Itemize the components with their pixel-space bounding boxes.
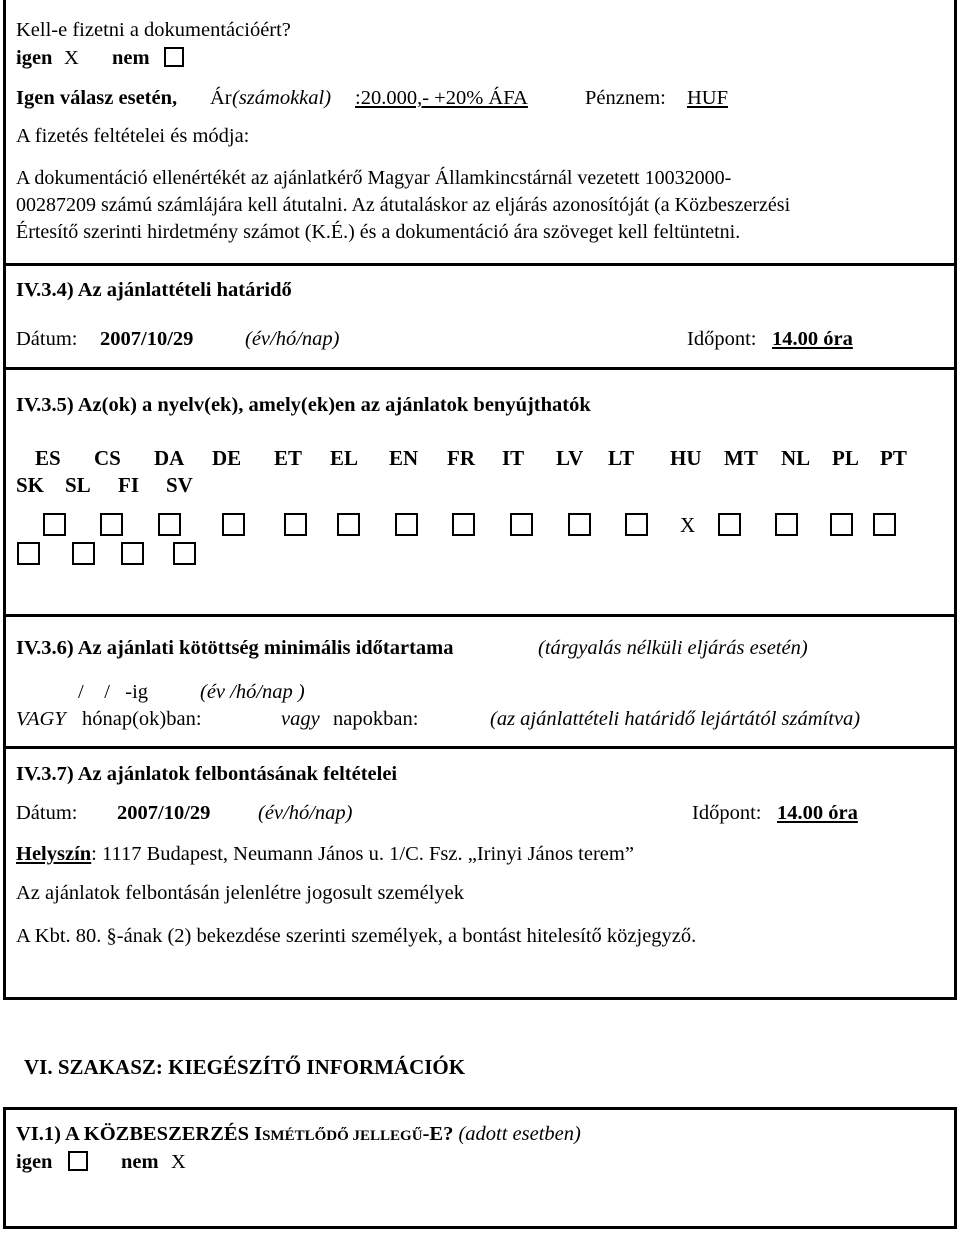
checkbox-pt[interactable] bbox=[873, 513, 896, 536]
payment-no-label: nem bbox=[112, 47, 150, 69]
payment-no-checkbox[interactable] bbox=[164, 47, 184, 67]
payment-terms-label: A fizetés feltételei és módja: bbox=[16, 125, 250, 147]
lang-lt: LT bbox=[608, 446, 635, 470]
lang-sv: SV bbox=[166, 473, 193, 497]
checkbox-mt[interactable] bbox=[718, 513, 741, 536]
checkbox-cs[interactable] bbox=[100, 513, 123, 536]
validity-heading: IV.3.6) Az ajánlati kötöttség minimális időtartama bbox=[16, 637, 454, 659]
validity-days-label: napokban: bbox=[333, 708, 419, 730]
lang-mt: MT bbox=[724, 446, 758, 470]
opening-place bbox=[16, 842, 634, 866]
section6-q-part5: ? bbox=[443, 1123, 454, 1145]
lang-fi: FI bbox=[118, 473, 139, 497]
lang-et: ET bbox=[274, 446, 303, 470]
checkbox-en[interactable] bbox=[395, 513, 418, 536]
opening-persons-value: A Kbt. 80. §-ának (2) bekezdése szerinti személyek, a bontást hitelesítő közjegyző. bbox=[16, 925, 697, 947]
deadline-heading: IV.3.4) Az ajánlattételi határidő bbox=[16, 279, 292, 301]
validity-months-label: hónap(ok)ban: bbox=[82, 708, 202, 730]
deadline-date-label: Dátum: bbox=[16, 328, 78, 350]
opening-date-value: 2007/10/29 bbox=[117, 802, 211, 824]
section6-q-part4: -E bbox=[422, 1123, 444, 1145]
checkbox-de[interactable] bbox=[222, 513, 245, 536]
divider-1 bbox=[3, 263, 957, 266]
payment-answer-label: Igen válasz esetén, bbox=[16, 87, 178, 109]
lang-cs: CS bbox=[94, 446, 121, 470]
deadline-date-format: (év/hó/nap) bbox=[245, 328, 340, 350]
validity-or-small: vagy bbox=[281, 708, 320, 730]
lang-da: DA bbox=[154, 446, 185, 470]
section6-q-part3: JELLEGŰ bbox=[348, 1128, 423, 1144]
checkbox-sl[interactable] bbox=[72, 542, 95, 565]
languages-heading: IV.3.5) Az(ok) a nyelv(ek), amely(ek)en az ajánlatok benyújthatók bbox=[16, 394, 591, 416]
lang-sk: SK bbox=[16, 473, 45, 497]
lang-nl: NL bbox=[781, 446, 811, 470]
payment-terms-line1: A dokumentáció ellenértékét az ajánlatkérő Magyar Államkincstárnál vezetett 10032000- bbox=[16, 167, 732, 189]
section6-question bbox=[16, 1122, 581, 1148]
payment-price-label: Ár bbox=[210, 87, 232, 109]
lang-es: ES bbox=[35, 446, 61, 470]
opening-heading: IV.3.7) Az ajánlatok felbontásának feltételei bbox=[16, 763, 398, 785]
checkbox-es[interactable] bbox=[43, 513, 66, 536]
checkbox-pl[interactable] bbox=[830, 513, 853, 536]
payment-terms-line3: Értesítő szerinti hirdetmény számot (K.É.) és a dokumentáció ára szöveget kell feltüntetni. bbox=[16, 221, 741, 243]
lang-hu: HU bbox=[670, 446, 702, 470]
divider-2 bbox=[3, 367, 957, 370]
lang-lv: LV bbox=[556, 446, 584, 470]
validity-or-label: VAGY bbox=[16, 708, 66, 730]
payment-currency-label: Pénznem: bbox=[585, 87, 666, 109]
opening-time-label: Időpont: bbox=[692, 802, 762, 824]
validity-heading-note: (tárgyalás nélküli eljárás esetén) bbox=[538, 637, 808, 659]
checkbox-fr[interactable] bbox=[452, 513, 475, 536]
checkbox-lv[interactable] bbox=[568, 513, 591, 536]
lang-en: EN bbox=[389, 446, 419, 470]
payment-price-hint: (számokkal) bbox=[232, 87, 332, 109]
section6-no-label: nem bbox=[121, 1151, 159, 1173]
checkbox-it[interactable] bbox=[510, 513, 533, 536]
section6-q-part1: VI.1) A KÖZBESZERZÉS I bbox=[16, 1123, 263, 1145]
opening-persons-label: Az ajánlatok felbontásán jelenlétre jogosult személyek bbox=[16, 882, 464, 904]
validity-date-format: (év /hó/nap ) bbox=[200, 681, 305, 703]
opening-place-value: : 1117 Budapest, Neumann János u. 1/C. Fsz. „Irinyi János terem” bbox=[91, 843, 634, 865]
lang-el: EL bbox=[330, 446, 359, 470]
section6-q-part2: SMÉTLŐDŐ bbox=[262, 1128, 349, 1144]
section6-yes-label: igen bbox=[16, 1151, 53, 1173]
lang-it: IT bbox=[502, 446, 525, 470]
opening-date-label: Dátum: bbox=[16, 802, 78, 824]
payment-terms-line2: 00287209 számú számlájára kell átutalni. Az átutaláskor az eljárás azonosítóját (a Közbeszerzési bbox=[16, 194, 791, 216]
checkbox-et[interactable] bbox=[284, 513, 307, 536]
payment-price-value: :20.000,- +20% ÁFA bbox=[355, 87, 528, 109]
checkbox-sv[interactable] bbox=[173, 542, 196, 565]
section6-yes-checkbox[interactable] bbox=[68, 1151, 88, 1171]
opening-time-value: 14.00 óra bbox=[777, 802, 858, 824]
lang-fr: FR bbox=[447, 446, 475, 470]
validity-note: (az ajánlattételi határidő lejártától számítva) bbox=[490, 708, 861, 730]
checkbox-da[interactable] bbox=[158, 513, 181, 536]
section6-title: VI. SZAKASZ: KIEGÉSZÍTŐ INFORMÁCIÓK bbox=[24, 1055, 466, 1079]
section6-q-note: (adott esetben) bbox=[458, 1123, 581, 1145]
lang-sl: SL bbox=[65, 473, 91, 497]
section6-no-mark[interactable]: X bbox=[171, 1151, 186, 1173]
validity-date-field[interactable]: / / -ig bbox=[78, 681, 149, 703]
checkbox-sk[interactable] bbox=[17, 542, 40, 565]
deadline-date-value: 2007/10/29 bbox=[100, 328, 194, 350]
payment-question: Kell-e fizetni a dokumentációért? bbox=[16, 19, 291, 41]
checkbox-hu-mark[interactable]: X bbox=[680, 513, 696, 537]
opening-place-label: Helyszín bbox=[16, 843, 92, 865]
checkbox-el[interactable] bbox=[337, 513, 360, 536]
payment-yes-mark: X bbox=[64, 47, 79, 69]
divider-3 bbox=[3, 614, 957, 617]
opening-date-format: (év/hó/nap) bbox=[258, 802, 353, 824]
deadline-time-label: Időpont: bbox=[687, 328, 757, 350]
checkbox-nl[interactable] bbox=[775, 513, 798, 536]
lang-pt: PT bbox=[880, 446, 907, 470]
lang-de: DE bbox=[212, 446, 242, 470]
divider-4 bbox=[3, 746, 957, 749]
checkbox-lt[interactable] bbox=[625, 513, 648, 536]
checkbox-fi[interactable] bbox=[121, 542, 144, 565]
lang-pl: PL bbox=[832, 446, 859, 470]
payment-yes-label: igen bbox=[16, 47, 53, 69]
deadline-time-value: 14.00 óra bbox=[772, 328, 853, 350]
payment-currency-value: HUF bbox=[687, 87, 729, 109]
